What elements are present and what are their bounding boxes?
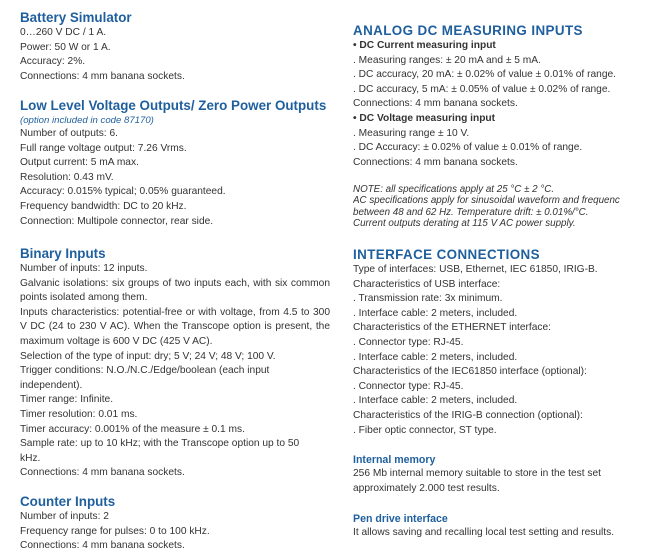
interface-line: . Interface cable: 2 meters, included. xyxy=(353,307,518,319)
dc-voltage-line: . DC Accuracy: ± 0.02% of value ± 0.01% of range. xyxy=(353,142,583,154)
note-line: NOTE: all specifications apply at 25 °C ± 2 °C. xyxy=(353,184,555,195)
low-level-outputs-subtitle: (option included in code 87170) xyxy=(20,115,154,126)
binary-connections: Connections: 4 mm banana sockets. xyxy=(20,467,185,479)
interface-line: Characteristics of the IEC61850 interface (optional): xyxy=(353,366,587,378)
battery-simulator-section xyxy=(20,9,336,84)
interface-connections-title: INTERFACE CONNECTIONS xyxy=(353,247,540,262)
counter-line: Frequency range for pulses: 0 to 100 kHz. xyxy=(20,525,210,537)
binary-selection: Selection of the type of input: dry; 5 V; 24 V; 48 V; 100 V. xyxy=(20,350,276,362)
dc-voltage-title: • DC Voltage measuring input xyxy=(353,112,496,124)
interface-line: Characteristics of the ETHERNET interface: xyxy=(353,322,551,334)
pen-drive-title: Pen drive interface xyxy=(353,513,448,525)
low-level-line: Full range voltage output: 7.26 Vrms. xyxy=(20,142,187,154)
analog-note xyxy=(353,184,656,230)
binary-sample-rate: Sample rate: up to 10 kHz; with the Transcope option up to 50 xyxy=(20,438,300,450)
counter-inputs-title: Counter Inputs xyxy=(20,494,116,509)
memory-line: 256 Mb internal memory suitable to store in the test set xyxy=(353,468,602,479)
battery-line: Accuracy: 2%. xyxy=(20,56,86,68)
binary-inputs-title: Binary Inputs xyxy=(20,246,106,261)
dc-current-title: • DC Current measuring input xyxy=(353,40,496,51)
binary-line: Timer resolution: 0.01 ms. xyxy=(20,408,138,420)
low-level-outputs-title: Low Level Voltage Outputs/ Zero Power Outputs xyxy=(20,98,327,113)
low-level-line: Accuracy: 0.015% typical; 0.05% guaranteed. xyxy=(20,186,226,198)
interface-connections-section xyxy=(353,246,656,438)
binary-line: Timer range: Infinite. xyxy=(20,394,114,406)
low-level-line: Connection: Multipole connector, rear side. xyxy=(20,215,214,227)
low-level-line: Frequency bandwidth: DC to 20 kHz. xyxy=(20,200,187,212)
note-line: Current outputs derating at 115 V AC power supply. xyxy=(353,218,576,230)
binary-line: Timer accuracy: 0.001% of the measure ± 0.1 ms. xyxy=(20,423,245,435)
battery-line: Power: 50 W or 1 A. xyxy=(20,41,111,53)
dc-current-line: . Measuring ranges: ± 20 mA and ± 5 mA. xyxy=(353,54,541,66)
low-level-line: Output current: 5 mA max. xyxy=(20,157,139,169)
interface-line: Characteristics of USB interface: xyxy=(353,278,501,290)
binary-trigger: Trigger conditions: N.O./N.C./Edge/boolean (each input xyxy=(20,365,270,377)
interface-line: . Fiber optic connector, ST type. xyxy=(353,424,497,436)
dc-voltage-line: Connections: 4 mm banana sockets. xyxy=(353,156,518,168)
right-column xyxy=(353,0,656,552)
interface-line: . Connector type: RJ-45. xyxy=(353,336,464,348)
binary-inputs-section xyxy=(20,245,330,481)
internal-memory-section xyxy=(353,453,656,496)
note-line: between 48 and 62 Hz. Temperature drift: ± 0.01%/°C. xyxy=(353,206,589,218)
dc-current-line: Connections: 4 mm banana sockets. xyxy=(353,98,518,110)
binary-characteristics: Inputs characteristics: potential-free or with voltage, from 4.5 to 300 V DC (24 to 230 V AC). When the Transcope option is present, the maximum voltage is 600 V DC (425 V AC). xyxy=(20,306,330,347)
binary-galvanic: Galvanic isolations: six groups of two inputs each, with six common points isolated among them. xyxy=(20,277,330,304)
battery-line: 0…260 V DC / 1 A. xyxy=(20,27,107,38)
pen-drive-text: It allows saving and recalling local test setting and results. xyxy=(353,527,615,538)
counter-inputs-section xyxy=(20,493,336,554)
low-level-outputs-section xyxy=(20,97,336,229)
memory-line: approximately 2.000 test results. xyxy=(353,482,500,494)
interface-line: . Interface cable: 2 meters, included. xyxy=(353,351,518,363)
analog-dc-section xyxy=(353,22,656,170)
interface-line: . Interface cable: 2 meters, included. xyxy=(353,395,518,407)
counter-line: Number of inputs: 2 xyxy=(20,511,109,522)
interface-line: . Connector type: RJ-45. xyxy=(353,380,464,392)
analog-dc-title: ANALOG DC MEASURING INPUTS xyxy=(353,23,583,38)
binary-number: Number of inputs: 12 inputs. xyxy=(20,263,148,274)
counter-line: Connections: 4 mm banana sockets. xyxy=(20,540,185,552)
internal-memory-title: Internal memory xyxy=(353,454,436,466)
battery-line: Connections: 4 mm banana sockets. xyxy=(20,70,185,82)
interface-line: Characteristics of the IRIG-B connection (optional): xyxy=(353,409,583,421)
interface-line: . Transmission rate: 3x minimum. xyxy=(353,293,503,305)
pen-drive-section xyxy=(353,512,656,541)
battery-simulator-title: Battery Simulator xyxy=(20,10,132,25)
binary-trigger: independent). xyxy=(20,379,83,391)
dc-voltage-line: . Measuring range ± 10 V. xyxy=(353,127,470,139)
note-line: AC specifications apply for sinusoidal waveform and frequenc xyxy=(353,195,620,207)
dc-current-line: . DC accuracy, 5 mA: ± 0.05% of value ± 0.02% of range. xyxy=(353,83,611,95)
dc-current-line: . DC accuracy, 20 mA: ± 0.02% of value ± 0.01% of range. xyxy=(353,69,616,81)
binary-sample-rate: kHz. xyxy=(20,452,41,464)
low-level-line: Number of outputs: 6. xyxy=(20,128,118,139)
interface-line: Type of interfaces: USB, Ethernet, IEC 61850, IRIG-B. xyxy=(353,264,598,275)
low-level-line: Resolution: 0.43 mV. xyxy=(20,171,114,183)
